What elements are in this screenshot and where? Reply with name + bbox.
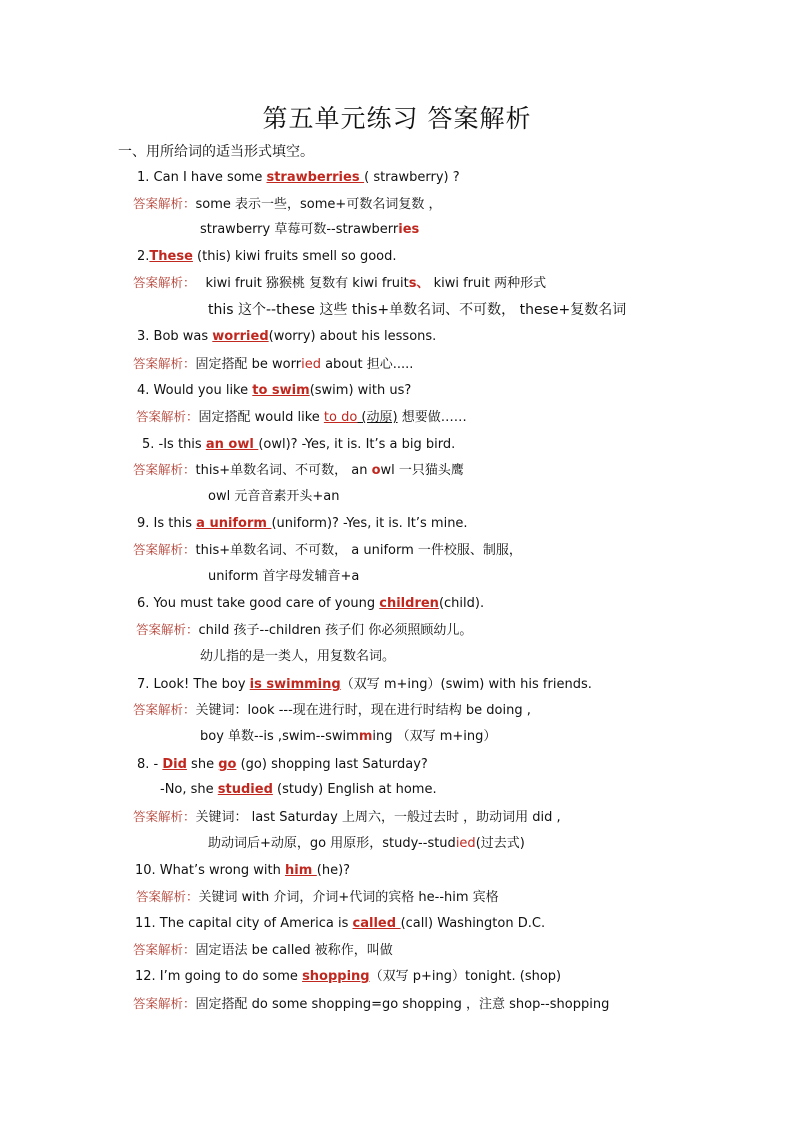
question-11: [135, 915, 545, 933]
answer-blank: to swim: [252, 383, 310, 398]
question-hint: (owl)? -Yes, it is. It’s a big bird.: [258, 437, 456, 452]
answer-blank: is swimming: [249, 677, 341, 692]
explanation-label: 答案解析：: [133, 196, 196, 211]
explanation-text: this+单数名词、不可数， an: [195, 463, 372, 478]
explanation-7-line-2: [200, 728, 496, 746]
question-text: 10. What’s wrong with: [135, 863, 285, 878]
question-text: 8. -: [137, 757, 163, 772]
question-text: 2.: [137, 249, 150, 264]
explanation-6-line-2: 幼儿指的是一类人，用复数名词。: [200, 649, 396, 664]
question-text: 12. I’m going to do some: [135, 969, 303, 984]
explanation-8-line-2: [208, 835, 525, 853]
highlight-letter: o: [371, 463, 381, 478]
question-12: [135, 968, 561, 986]
answer-blank: children: [379, 596, 439, 611]
explanation-text: kiwi fruit 猕猴桃 复数有 kiwi fruit: [205, 276, 409, 291]
question-3: [137, 328, 436, 346]
question-hint: （双写 p+ing）tonight. (shop): [369, 969, 562, 984]
explanation-text: strawberry 草莓可数--strawberr: [200, 222, 399, 237]
question-text: 5. -Is this: [142, 437, 206, 452]
explanation-text: 固定搭配 do some shopping=go shopping ，注意 shop--shopping: [195, 997, 610, 1012]
question-text: 6. You must take good care of young: [137, 596, 380, 611]
question-text: 4. Would you like: [137, 383, 253, 398]
question-10: [135, 862, 350, 880]
explanation-label: 答案解析：: [133, 809, 196, 824]
answer-blank: called: [352, 916, 401, 931]
highlight-suffix: ied: [455, 836, 476, 851]
explanation-label: 答案解析：: [133, 996, 196, 1011]
explanation-3: [133, 355, 413, 374]
explanation-text: 关键词：look ---现在进行时，现在进行时结构 be doing ,: [195, 703, 531, 718]
question-hint: (he)?: [316, 863, 351, 878]
explanation-label: 答案解析：: [133, 942, 196, 957]
page-title: 第五单元练习 答案解析: [262, 104, 532, 133]
question-hint: (go) shopping last Saturday?: [236, 757, 428, 772]
question-8: [137, 756, 428, 774]
question-hint: (call) Washington D.C.: [400, 916, 546, 931]
question-2: [137, 248, 397, 266]
explanation-4: [136, 408, 467, 427]
question-hint: (worry) about his lessons.: [268, 329, 437, 344]
explanation-text: boy 单数--is ,swim--swim: [200, 729, 359, 744]
question-hint: (child).: [438, 596, 485, 611]
explanation-text: (过去式): [475, 836, 525, 851]
answer-blank: shopping: [302, 969, 370, 984]
explanation-text: child 孩子--children 孩子们 你必须照顾幼儿。: [198, 623, 473, 638]
answer-blank: worried: [212, 329, 269, 344]
answer-blank: strawberries: [266, 170, 365, 185]
question-8-line-2: [160, 781, 437, 799]
explanation-text: (动原): [361, 410, 398, 425]
explanation-text: about 担心.....: [320, 357, 414, 372]
question-text: 7. Look! The boy: [137, 677, 250, 692]
explanation-label: 答案解析：: [133, 462, 196, 477]
answer-blank: a uniform: [196, 516, 272, 531]
explanation-label: 答案解析：: [133, 356, 196, 371]
explanation-text: 关键词 with 介词，介词+代词的宾格 he--him 宾格: [198, 890, 499, 905]
explanation-text: 固定搭配 be worr: [195, 357, 302, 372]
highlight-suffix: ied: [301, 357, 321, 372]
explanation-text: this+单数名词、不可数， a uniform 一件校服、制服，: [195, 543, 522, 558]
explanation-5-line-2: owl 元音音素开头+an: [208, 489, 340, 504]
explanation-text: 想要做……: [397, 410, 467, 425]
explanation-9: [133, 541, 522, 560]
explanation-1: [133, 195, 441, 214]
explanation-text: 助动词后+动原，go 用原形，study--stud: [208, 836, 456, 851]
question-hint: (study) English at home.: [272, 782, 437, 797]
explanation-label: 答案解析：: [133, 702, 196, 717]
explanation-text: kiwi fruit 两种形式: [429, 276, 547, 291]
explanation-10: [136, 888, 499, 907]
explanation-11: [133, 941, 393, 960]
explanation-label: 答案解析：: [136, 622, 199, 637]
answer-blank: go: [218, 757, 237, 772]
question-hint: （双写 m+ing）(swim) with his friends.: [340, 677, 592, 692]
question-text: 9. Is this: [137, 516, 197, 531]
question-6: [137, 595, 484, 613]
answer-blank: an owl: [205, 437, 259, 452]
explanation-label: 答案解析：: [133, 275, 196, 290]
question-text: 1. Can I have some: [137, 170, 267, 185]
question-5: [142, 436, 455, 454]
highlight-phrase: to do: [323, 410, 358, 425]
explanation-6: [136, 621, 472, 640]
explanation-2-line-2: this 这个--these 这些 this+单数名词、不可数， these+复数名词: [208, 302, 627, 318]
explanation-text: ing （双写 m+ing）: [372, 729, 497, 744]
answer-blank: These: [149, 249, 193, 264]
highlight-letter: m: [358, 729, 373, 744]
answer-blank: him: [284, 863, 317, 878]
question-text: -No, she: [160, 782, 218, 797]
explanation-label: 答案解析：: [133, 542, 196, 557]
explanation-5: [133, 461, 464, 480]
question-7: [137, 676, 592, 694]
explanation-text: 关键词： last Saturday 上周六，一般过去时 ，助动词用 did ,: [195, 810, 561, 825]
question-hint: (swim) with us?: [309, 383, 412, 398]
explanation-text: 固定搭配 would like: [198, 410, 324, 425]
question-hint: (this) kiwi fruits smell so good.: [192, 249, 397, 264]
explanation-text: some 表示一些，some+可数名词复数 ，: [195, 197, 442, 212]
explanation-7: [133, 701, 531, 720]
explanation-8: [133, 808, 561, 827]
explanation-9-line-2: uniform 首字母发辅音+a: [208, 569, 360, 584]
question-text: 11. The capital city of America is: [135, 916, 353, 931]
question-9: [137, 515, 468, 533]
explanation-1-line-2: [200, 221, 419, 239]
answer-blank: studied: [217, 782, 273, 797]
highlight-suffix: ies: [398, 222, 420, 237]
question-hint: (uniform)? -Yes, it is. It’s mine.: [271, 516, 468, 531]
explanation-label: 答案解析：: [136, 409, 199, 424]
explanation-text: wl 一只猫头鹰: [380, 463, 464, 478]
question-text: 3. Bob was: [137, 329, 213, 344]
section-heading: 一、用所给词的适当形式填空。: [118, 144, 314, 160]
question-text: she: [186, 757, 219, 772]
highlight-suffix: s、: [408, 276, 430, 291]
explanation-12: [133, 995, 609, 1014]
explanation-text: 固定语法 be called 被称作，叫做: [195, 943, 393, 958]
question-hint: ( strawberry) ?: [364, 170, 460, 185]
question-4: [137, 382, 411, 400]
question-1: [137, 169, 460, 187]
answer-blank: Did: [162, 757, 187, 772]
explanation-label: 答案解析：: [136, 889, 199, 904]
explanation-2: [133, 274, 546, 293]
